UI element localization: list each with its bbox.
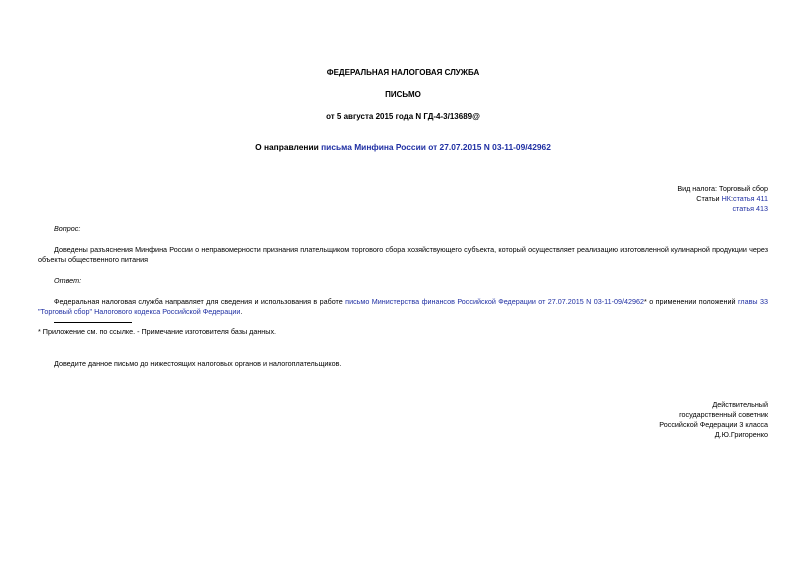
tax-type: Вид налога: Торговый сбор — [677, 184, 768, 193]
question-text: Доведены разъяснения Минфина России о неправомерности признания плательщиком торгового сбора хозяйствующего субъекта, который осуществляет реализацию изготовленной кулинарной продукции через объекты общественного питания — [38, 245, 768, 264]
chapter-33-link[interactable]: главы 33 "Торговый сбор" Налогового кодекса Российской Федерации — [38, 297, 768, 316]
signature-name: Д.Ю.Григоренко — [714, 430, 768, 439]
doc-date-number: от 5 августа 2015 года N ГД-4-3/13689@ — [326, 112, 480, 121]
article-413-link[interactable]: статья 413 — [732, 204, 768, 213]
footnote: * Приложение см. по ссылке. - Примечание изготовителя базы данных. — [38, 327, 277, 336]
signature-line-3: Российской Федерации 3 класса — [659, 420, 768, 429]
articles-prefix: Статьи — [696, 194, 722, 203]
signature-line-1: Действительный — [712, 400, 768, 409]
footnote-divider — [54, 322, 132, 323]
answer-end: . — [240, 307, 243, 316]
answer-part1: Федеральная налоговая служба направляет для сведения и использования в работе — [54, 297, 346, 306]
nk-link[interactable]: НК — [721, 194, 731, 203]
agency-title: ФЕДЕРАЛЬНАЯ НАЛОГОВАЯ СЛУЖБА — [326, 68, 480, 77]
answer-label: Ответ: — [54, 276, 82, 285]
article-411-link[interactable]: статья 411 — [732, 194, 768, 203]
signature-line-2: государственный советник — [679, 410, 768, 419]
question-label: Вопрос: — [54, 224, 81, 233]
subject-letter-link[interactable]: письма Минфина России от 27.07.2015 N 03-11-09/42962 — [321, 142, 551, 152]
answer-part2: * о применении положений — [644, 297, 738, 306]
subject-prefix: О направлении — [255, 142, 322, 152]
doc-type-title: ПИСЬМО — [385, 90, 421, 99]
articles-line: Статьи НК:статья 411 — [696, 194, 768, 203]
doc-subject — [38, 142, 768, 152]
article-413-line — [732, 204, 768, 214]
closing-text: Доведите данное письмо до нижестоящих налоговых органов и налогоплательщиков. — [54, 359, 342, 368]
answer-text — [38, 297, 768, 317]
minfin-letter-link[interactable]: письмо Министерства финансов Российской Федерации от 27.07.2015 N 03-11-09/42962 — [345, 297, 644, 306]
